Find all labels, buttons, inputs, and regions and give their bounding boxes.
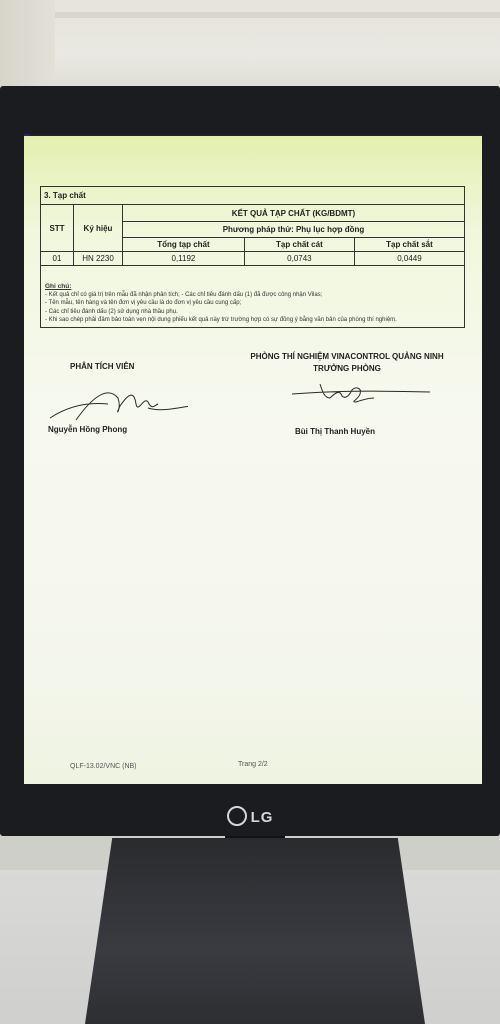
row-stt: 01 [41, 252, 74, 266]
note-line: - Kết quả chỉ có giá trị trên mẫu đã nhận phân tích; - Các chỉ tiêu đánh dấu (1) đã được công nhận Vilas; [45, 292, 323, 299]
document [40, 186, 465, 328]
wall-line [55, 12, 500, 18]
monitor-logo [0, 806, 500, 826]
monitor [0, 86, 500, 836]
analyst-role: PHÂN TÍCH VIÊN [70, 362, 135, 371]
table-row [41, 252, 465, 266]
head-signature [290, 380, 430, 410]
head-name: Bùi Thị Thanh Huyền [295, 427, 375, 436]
footer-code: QLF-13.02/VNC (NB) [70, 763, 137, 770]
monitor-stand [85, 838, 425, 1024]
head-role: TRƯỞNG PHÒNG [313, 364, 381, 373]
brand-label: LG [250, 809, 274, 826]
background-wall [0, 0, 500, 95]
table-spacer [40, 266, 465, 280]
note-line: - Khi sao chép phải đảm bảo toàn vẹn nội dung phiếu kết quả này trừ trường hợp có sự đồng ý bằng văn bản của phòng thí nghiệm. [45, 316, 397, 323]
analyst-name: Nguyễn Hồng Phong [48, 425, 128, 434]
note-line: - Các chỉ tiêu đánh dấu (2) sử dụng nhà thầu phụ. [45, 308, 178, 315]
row-iron: 0,0449 [354, 252, 464, 266]
sub-header-total: Tổng tạp chất [123, 238, 245, 252]
sub-header-sand: Tạp chất cát [244, 238, 354, 252]
lg-logo-icon [227, 806, 247, 826]
sub-header-iron: Tạp chất sắt [354, 238, 464, 252]
col-stt-header: STT [41, 205, 74, 252]
section-title: 3. Tạp chất [41, 187, 465, 205]
analyst-signature [48, 376, 188, 426]
notes-title: Ghi chú: [45, 283, 72, 290]
wall-post [0, 0, 55, 95]
note-line: - Tên mẫu, tên hàng và tên đơn vị yêu cầu là do đơn vị yêu cầu cung cấp; [45, 300, 242, 307]
row-total: 0,1192 [123, 252, 245, 266]
footer-page: Trang 2/2 [238, 761, 268, 768]
impurity-table [40, 186, 465, 266]
notes-box [40, 280, 465, 328]
row-sand: 0,0743 [244, 252, 354, 266]
document-page [24, 136, 482, 784]
monitor-screen [24, 134, 482, 784]
method-row: Phương pháp thử: Phụ lục hợp đồng [123, 222, 465, 238]
result-header: KẾT QUẢ TẠP CHẤT (KG/BDMT) [123, 205, 465, 222]
row-symbol: HN 2230 [74, 252, 123, 266]
col-symbol-header: Ký hiệu [74, 205, 123, 252]
lab-name: PHÒNG THÍ NGHIỆM VINACONTROL QUẢNG NINH [250, 352, 444, 361]
